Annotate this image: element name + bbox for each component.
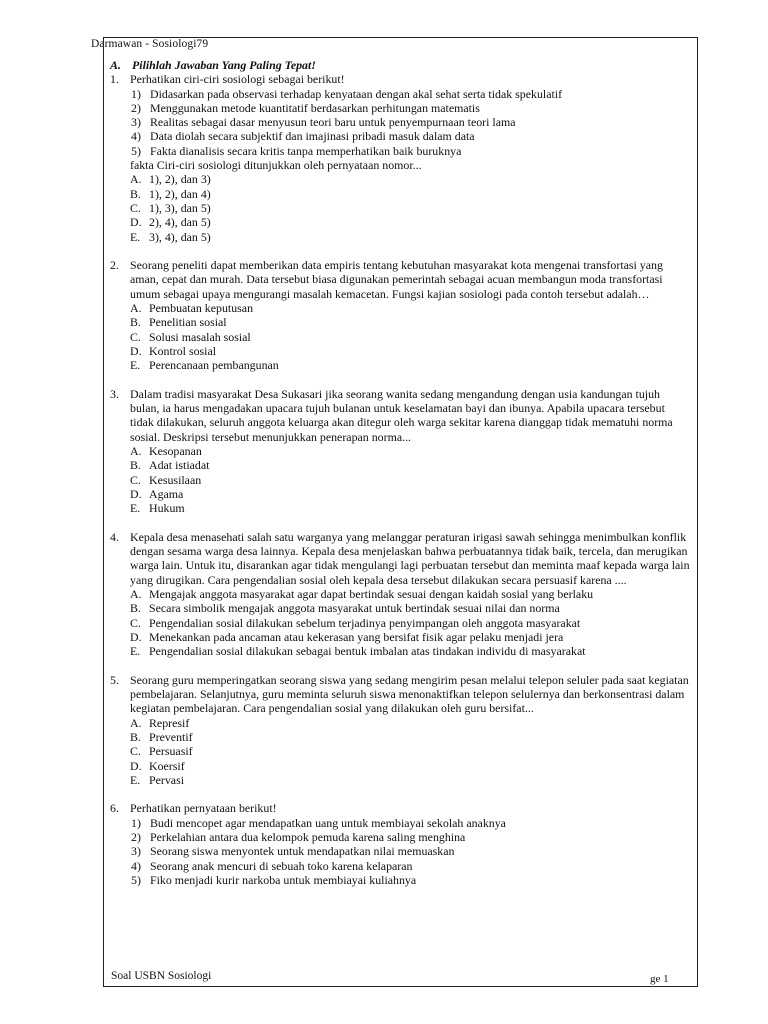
section-title [110,58,690,72]
statement-text: Didasarkan pada observasi terhadap kenyataan dengan akal sehat serta tidak spekulatif [150,86,563,101]
answer-option [110,215,690,229]
answer-option [110,444,690,458]
statement-text: Budi mencopet agar mendapatkan uang untuk membiayai sekolah anaknya [150,815,506,830]
statement-number: 3) [131,844,141,859]
option-text: Persuasif [149,744,193,759]
answer-option [110,630,690,644]
statement-item [110,844,690,858]
statement-text: Realitas sebagai dasar menyusun teori baru untuk penyempurnaan teori lama [150,115,516,130]
question [110,258,690,372]
question-number: 3. [110,386,119,401]
option-letter: A. [130,301,142,316]
statement-item [110,816,690,830]
option-text: Pengendalian sosial dilakukan sebelum terjadinya penyimpangan oleh anggota masyarakat [149,615,581,630]
question-text: Seorang peneliti dapat memberikan data empiris tentang kebutuhan masyarakat kota mengenai transfortasi yang aman, cepat dan murah. Data tersebut biasa digunakan pemerintah sebagai acuan membangun moda transfortasi umum sebagai upaya mengurangi masalah kemacetan. Fungsi kajian sosiologi pada contoh tersebut adalah… [130,258,663,301]
option-letter: B. [130,186,141,201]
question-text: Kepala desa menasehati salah satu warganya yang melanggar peraturan irigasi sawah sehingga menimbulkan konflik dengan sesama warga desa lainnya. Kepala desa menjelaskan bahwa perbuatannya tidak baik, tercela, dan merugikan warga lain. Untuk itu, disarankan agar tidak mengulangi lagi perbuatan tersebut dan meminta maaf kepada warga lain yang dirugikan. Cara pengendalian sosial oleh kepala desa tersebut dilakukan secara persuasif karena .... [130,529,690,587]
statement-text: Seorang anak mencuri di sebuah toko karena kelaparan [150,858,413,873]
answer-option [110,759,690,773]
footer-label: Soal USBN Sosiologi [111,970,212,982]
option-letter: D. [130,343,142,358]
question-text: Dalam tradisi masyarakat Desa Sukasari jika seorang wanita sedang mengandung dengan usia kandungan tujuh bulan, ia harus mengadakan upacara tujuh bulanan untuk keselamatan bayi dan ibunya. Apabila upacara tersebut tidak dilakukan, seluruh anggota keluarga akan ditegur oleh warga sekitar karena dianggap tidak mematuhi norma sosial. Deskripsi tersebut menunjukkan penerapan norma... [130,386,673,444]
answer-option [110,230,690,244]
option-text: Hukum [149,501,185,516]
answer-option [110,644,690,658]
option-text: 1), 3), dan 5) [149,200,211,215]
option-letter: E. [130,772,141,787]
option-letter: A. [130,172,142,187]
answer-option [110,730,690,744]
answer-option [110,601,690,615]
option-letter: C. [130,744,141,759]
option-letter: E. [130,358,141,373]
answer-option [110,187,690,201]
statement-number: 5) [131,872,141,887]
question-text: Perhatikan ciri-ciri sosiologi sebagai berikut! [130,72,345,87]
option-text: Agama [149,486,184,501]
answer-option [110,458,690,472]
answer-option [110,301,690,315]
option-letter: E. [130,229,141,244]
question-row [110,530,690,587]
option-text: Adat istiadat [149,458,210,473]
statement-text: Seorang siswa menyontek untuk mendapatkan nilai memuaskan [150,844,455,859]
answer-option [110,744,690,758]
option-letter: A. [130,715,142,730]
option-letter: B. [130,601,141,616]
statement-text: Fakta dianalisis secara kritis tanpa memperhatikan baik buruknya [150,143,462,158]
option-text: Represif [149,715,190,730]
section-title-text: Pilihlah Jawaban Yang Paling Tepat! [132,58,316,72]
question-text: Seorang guru memperingatkan seorang siswa yang sedang mengirim pesan melalui telepon seluler pada saat kegiatan pembelajaran. Selanjutnya, guru meminta seluruh siswa menonaktifkan telepon selulernya dan berkonsentrasi dalam kegiatan pembelajaran. Cara pengendalian sosial yang dilakukan oleh guru bersifat... [130,672,689,716]
option-text: Perencanaan pembangunan [149,358,279,373]
question-list [110,58,690,887]
question [110,530,690,659]
option-text: 1), 2), dan 4) [149,186,211,201]
statement-text: Menggunakan metode kuantitatif berdasarkan perhitungan matematis [150,100,480,115]
question-row [110,387,690,444]
option-letter: A. [130,444,142,459]
section-letter: A. [110,58,121,72]
statement-text: Perkelahian antara dua kelompok pemuda karena saling menghina [150,830,466,845]
question-row [110,72,690,86]
option-text: 2), 4), dan 5) [149,215,211,230]
answer-option [110,587,690,601]
option-text: Secara simbolik mengajak anggota masyarakat untuk bertindak sesuai nilai dan norma [149,601,560,616]
option-letter: E. [130,644,141,659]
answer-option [110,344,690,358]
answer-option [110,315,690,329]
answer-option [110,172,690,186]
option-letter: B. [130,315,141,330]
answer-option [110,616,690,630]
answer-option [110,473,690,487]
statement-item [110,129,690,143]
option-text: Kesopanan [149,444,202,459]
statement-item [110,144,690,158]
question-row [110,673,690,716]
statement-number: 5) [131,143,141,158]
statement-item [110,859,690,873]
statement-number: 1) [131,815,141,830]
option-letter: D. [130,215,142,230]
answer-option [110,716,690,730]
answer-option [110,330,690,344]
option-letter: B. [130,729,141,744]
question-number: 6. [110,801,119,816]
option-text: Kontrol sosial [149,343,217,358]
option-text: Solusi masalah sosial [149,329,251,344]
page-number: ge 1 [650,973,669,985]
question-number: 5. [110,672,119,687]
answer-option [110,501,690,515]
statement-item [110,101,690,115]
option-letter: B. [130,458,141,473]
option-letter: C. [130,329,141,344]
statement-number: 1) [131,86,141,101]
option-text: Penelitian sosial [149,315,227,330]
option-letter: C. [130,200,141,215]
option-text: 3), 4), dan 5) [149,229,211,244]
question [110,387,690,516]
question [110,673,690,787]
option-letter: D. [130,629,142,644]
option-letter: D. [130,758,142,773]
statement-item [110,873,690,887]
option-text: Kesusilaan [149,472,202,487]
option-text: Preventif [149,729,193,744]
statement-text: Data diolah secara subjektif dan imajinasi pribadi masuk dalam data [150,129,475,144]
option-text: Mengajak anggota masyarakat agar dapat bertindak sesuai dengan kaidah sosial yang berlaku [149,586,594,601]
statement-number: 4) [131,858,141,873]
statement-item [110,87,690,101]
statement-number: 2) [131,830,141,845]
question [110,72,690,244]
option-letter: E. [130,501,141,516]
answer-option [110,358,690,372]
statement-text: Fiko menjadi kurir narkoba untuk membiayai kuliahnya [150,872,417,887]
document-header: Darmawan - Sosiologi79 [91,38,209,50]
statement-item [110,830,690,844]
option-letter: D. [130,486,142,501]
option-letter: C. [130,615,141,630]
question-number: 2. [110,258,119,273]
option-text: 1), 2), dan 3) [149,172,211,187]
option-text: Pembuatan keputusan [149,301,254,316]
question-row [110,258,690,301]
question-row [110,801,690,815]
statement-number: 4) [131,129,141,144]
answer-option [110,487,690,501]
option-text: Pervasi [149,772,185,787]
statement-number: 2) [131,100,141,115]
answer-option [110,201,690,215]
question-text: Perhatikan pernyataan berikut! [130,801,277,816]
answer-option [110,773,690,787]
option-text: Menekankan pada ancaman atau kekerasan yang bersifat fisik agar pelaku menjadi jera [149,629,564,644]
question [110,801,690,887]
question-number: 1. [110,72,119,87]
statement-item [110,115,690,129]
statement-number: 3) [131,115,141,130]
option-text: Koersif [149,758,185,773]
question-number: 4. [110,529,119,544]
option-letter: A. [130,586,142,601]
option-text: Pengendalian sosial dilakukan sebagai bentuk imbalan atas tindakan individu di masyarakat [149,644,586,659]
option-letter: C. [130,472,141,487]
question-stem: fakta Ciri-ciri sosiologi ditunjukkan oleh pernyataan nomor... [130,158,422,173]
